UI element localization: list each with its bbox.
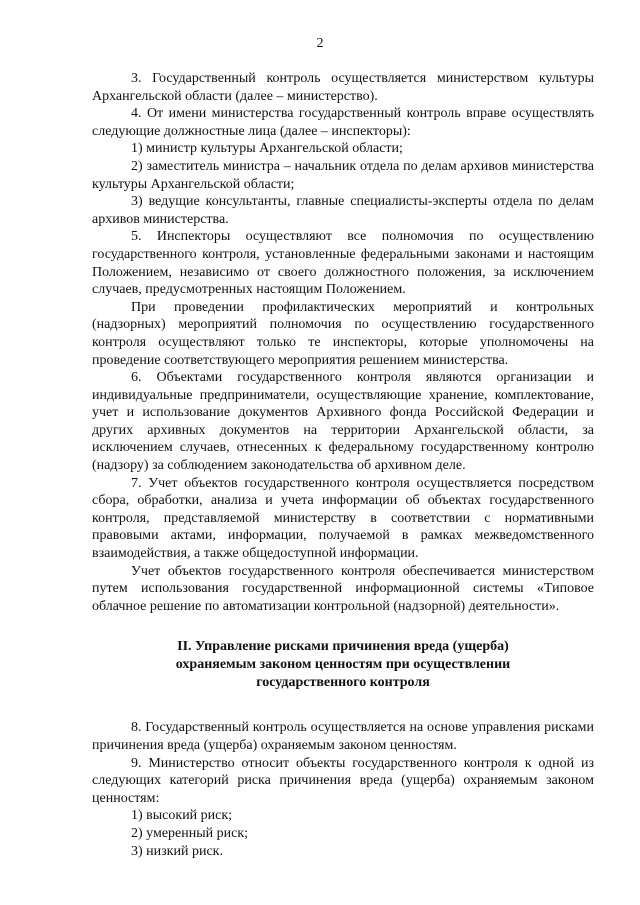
paragraph-4: 4. От имени министерства государственный контроль вправе осуществлять следующие должностные лица (далее – инспекторы):: [92, 106, 594, 139]
section-heading-line-3: государственного контроля: [256, 675, 430, 691]
page-number: 2: [316, 36, 324, 51]
list-item-consultants: 3) ведущие консультанты, главные специалисты-эксперты отдела по делам архивов министерства.: [92, 194, 594, 227]
paragraph-5: 5. Инспекторы осуществляют все полномочия по осуществлению государственного контроля, установленные федеральными законами и настоящим Положением, независимо от своего должностного положения, за исключением случаев, предусмотренных настоящим Положением.: [92, 229, 594, 298]
section-heading-line-1: II. Управление рисками причинения вреда (ущерба): [177, 639, 509, 655]
paragraph-7-continued: Учет объектов государственного контроля обеспечивается министерством путем использования государственной информационной системы «Типовое облачное решение по автоматизации контрольной (надзорной) деятельности».: [92, 563, 594, 614]
paragraph-9: 9. Министерство относит объекты государственного контроля к одной из следующих категорий риска причинения вреда (ущерба) охраняемым законом ценностям:: [92, 755, 594, 806]
risk-category-moderate: 2) умеренный риск;: [131, 825, 249, 841]
list-item-minister: 1) министр культуры Архангельской области;: [131, 141, 403, 157]
list-item-deputy-minister: 2) заместитель министра – начальник отдела по делам архивов министерства культуры Архангельской области;: [92, 158, 594, 192]
paragraph-8: 8. Государственный контроль осуществляется на основе управления рисками причинения вреда (ущерба) охраняемым законом ценностям.: [92, 720, 594, 753]
document-body: [92, 70, 594, 860]
paragraph-3: 3. Государственный контроль осуществляется министерством культуры Архангельской области (далее – министерство).: [92, 71, 594, 104]
section-heading-line-2: охраняемым законом ценностям при осуществлении: [175, 657, 511, 673]
risk-category-low: 3) низкий риск.: [131, 843, 223, 859]
paragraph-5-continued: При проведении профилактических мероприятий и контрольных (надзорных) мероприятий полномочия по осуществлению государственного контроля осуществляют только те инспекторы, которые уполномочены на проведение соответствующего мероприятия решением министерства.: [92, 299, 594, 368]
section-heading: [92, 638, 594, 692]
risk-category-high: 1) высокий риск;: [131, 808, 233, 824]
paragraph-6: 6. Объектами государственного контроля являются организации и индивидуальные предприниматели, осуществляющие хранение, комплектование, учет и использование документов Архивного фонда Российской Федерации и других архивных документов на территории Архангельской области, за исключением случаев, отнесенных к федеральному государственному контролю (надзору) за соблюдением законодательства об архивном деле.: [92, 370, 594, 474]
paragraph-7: 7. Учет объектов государственного контроля осуществляется посредством сбора, обработки, анализа и учета информации об объектах государственного контроля, представляемой министерству в соответствии с нормативными правовыми актами, информации, получаемой в рамках межведомственного взаимодействия, а также общедоступной информации.: [92, 475, 594, 562]
